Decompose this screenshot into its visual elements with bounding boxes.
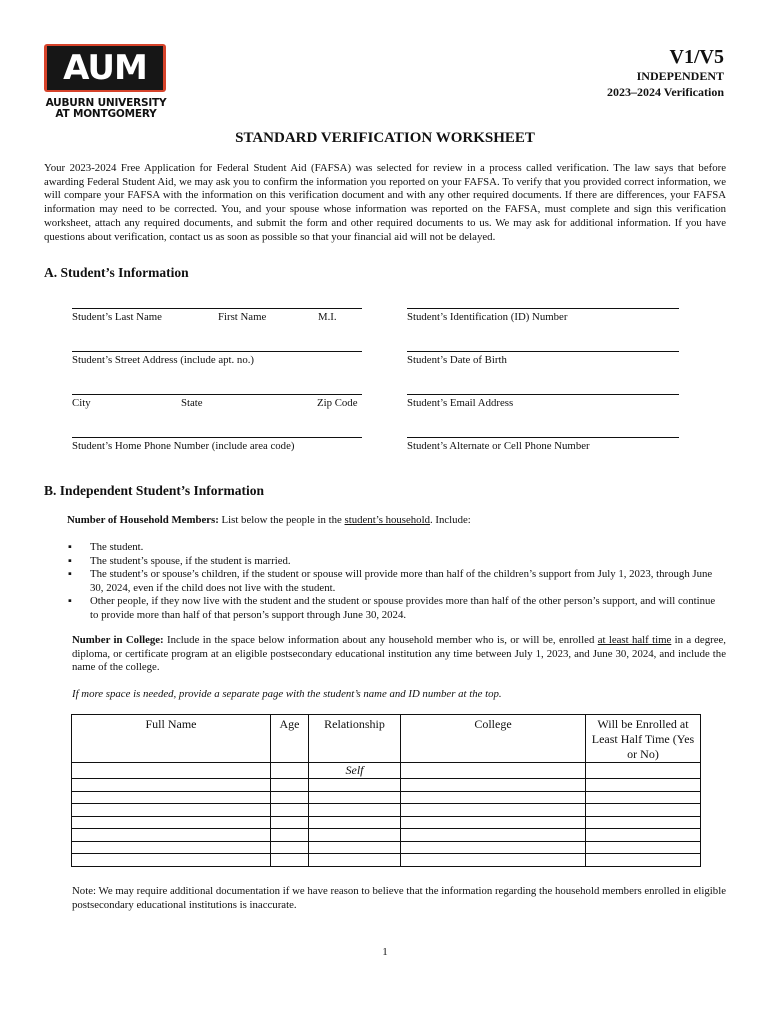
cell[interactable] bbox=[586, 854, 701, 867]
col-age: Age bbox=[271, 715, 309, 763]
cell[interactable] bbox=[72, 791, 271, 804]
cell[interactable] bbox=[271, 779, 309, 792]
self-cell: Self bbox=[309, 763, 401, 779]
dependency-status: INDEPENDENT bbox=[636, 69, 724, 83]
cell[interactable] bbox=[309, 841, 401, 854]
cell[interactable] bbox=[309, 829, 401, 842]
cell[interactable] bbox=[401, 841, 586, 854]
documentation-note: Note: We may require additional documentation if we have reason to believe that the information regarding the household members enrolled in eligible postsecondary educational institutions is inaccurate. bbox=[72, 885, 726, 911]
table-header-row bbox=[72, 715, 701, 763]
cell[interactable] bbox=[586, 791, 701, 804]
table-row bbox=[72, 841, 701, 854]
list-item: ▪ The student’s spouse, if the student is married. bbox=[68, 554, 291, 567]
col-relationship: Relationship bbox=[309, 715, 401, 763]
cell[interactable] bbox=[401, 829, 586, 842]
intro-paragraph: Your 2023-2024 Free Application for Federal Student Aid (FAFSA) was selected for review in a process called verification. The law says that before awarding Federal Student Aid, we may ask you to confirm the information you reported on your FAFSA. To verify that you provided correct information, we will compare your FAFSA with the information on this verification document and with any other required documents. If there are differences, your FAFSA information may need to be corrected. You, and your spouse whose information was reported on the FAFSA, must complete and sign this verification worksheet, attach any required documents, and submit the form and other required documents to us. We may ask for additional information. If you have questions about verification, contact us as soon as possible so that your financial aid will not be delayed. bbox=[44, 162, 726, 243]
cell[interactable] bbox=[271, 791, 309, 804]
email-label: Student’s Email Address bbox=[407, 397, 514, 409]
cell[interactable] bbox=[271, 804, 309, 817]
number-in-college-paragraph: Number in College: Include in the space below information about any household member who is, or will be, enrolled at least half time in a degree, diploma, or certificate program at an eligible postsecondary educational institution any time between July 1, 2023, and June 30, 2024, and include the name of the college. bbox=[72, 634, 726, 674]
home-phone-field[interactable] bbox=[72, 437, 362, 438]
student-name-field[interactable] bbox=[72, 308, 362, 309]
table-row bbox=[72, 804, 701, 817]
col-full-name: Full Name bbox=[72, 715, 271, 763]
list-item: ▪ Other people, if they now live with the student and the student or spouse provides more than half of the other person’s support, and will continue to provide more than half of that person’s support through June 30, 2024. bbox=[68, 595, 716, 621]
cell[interactable] bbox=[72, 854, 271, 867]
dob-label: Student’s Date of Birth bbox=[407, 354, 507, 366]
col-half-time: Will be Enrolled at Least Half Time (Yes or No) bbox=[586, 715, 701, 763]
page-number: 1 bbox=[382, 946, 388, 958]
street-address-label: Student’s Street Address (include apt. no.) bbox=[72, 354, 255, 366]
cell[interactable] bbox=[309, 804, 401, 817]
cell[interactable] bbox=[401, 854, 586, 867]
cell[interactable] bbox=[271, 829, 309, 842]
cell[interactable] bbox=[586, 816, 701, 829]
cell[interactable] bbox=[309, 791, 401, 804]
section-b-heading: B. Independent Student’s Information bbox=[44, 483, 265, 498]
zip-label: Zip Code bbox=[317, 397, 358, 409]
state-label: State bbox=[181, 397, 203, 409]
list-item: ▪ The student. bbox=[68, 541, 144, 553]
cell[interactable] bbox=[586, 779, 701, 792]
table-row bbox=[72, 829, 701, 842]
cell[interactable] bbox=[271, 841, 309, 854]
cell[interactable] bbox=[72, 763, 271, 779]
household-members-table bbox=[71, 714, 701, 867]
dob-field[interactable] bbox=[407, 351, 679, 352]
cell[interactable] bbox=[72, 804, 271, 817]
street-address-field[interactable] bbox=[72, 351, 362, 352]
verification-year: 2023–2024 Verification bbox=[607, 85, 724, 99]
page-title: STANDARD VERIFICATION WORKSHEET bbox=[235, 130, 535, 146]
cell[interactable] bbox=[271, 763, 309, 779]
city-label: City bbox=[72, 397, 91, 409]
table-row bbox=[72, 779, 701, 792]
table-row bbox=[72, 791, 701, 804]
cell[interactable] bbox=[271, 816, 309, 829]
email-field[interactable] bbox=[407, 394, 679, 395]
cell[interactable] bbox=[401, 763, 586, 779]
city-state-zip-field[interactable] bbox=[72, 394, 362, 395]
first-name-label: First Name bbox=[218, 311, 267, 323]
table-row bbox=[72, 763, 701, 779]
cell[interactable] bbox=[309, 816, 401, 829]
household-bullet-list bbox=[68, 541, 726, 622]
university-name: AUBURN UNIVERSITY AT MONTGOMERY bbox=[45, 97, 167, 120]
list-item: ▪ The student’s or spouse’s children, if the student or spouse will provide more than half of the children’s support from July 1, 2023, through June 30, 2024, even if the child does not live with the student. bbox=[68, 568, 713, 594]
cell[interactable] bbox=[309, 779, 401, 792]
table-row bbox=[72, 854, 701, 867]
students-household-term: student’s household bbox=[344, 514, 430, 526]
mi-label: M.I. bbox=[318, 311, 337, 323]
id-number-label: Student’s Identification (ID) Number bbox=[407, 311, 568, 323]
cell[interactable] bbox=[401, 816, 586, 829]
aum-logo bbox=[44, 44, 168, 120]
student-id-field[interactable] bbox=[407, 308, 679, 309]
section-a-heading: A. Student’s Information bbox=[44, 265, 189, 280]
home-phone-label: Student’s Home Phone Number (include area code) bbox=[72, 440, 295, 452]
cell[interactable] bbox=[72, 829, 271, 842]
alt-phone-field[interactable] bbox=[407, 437, 679, 438]
logo-mark bbox=[44, 44, 168, 94]
table-row bbox=[72, 816, 701, 829]
logo-text: AUM bbox=[47, 46, 163, 90]
extra-space-note: If more space is needed, provide a separate page with the student’s name and ID number at the top. bbox=[72, 688, 502, 700]
cell[interactable] bbox=[586, 829, 701, 842]
cell[interactable] bbox=[586, 804, 701, 817]
cell[interactable] bbox=[309, 854, 401, 867]
col-college: College bbox=[401, 715, 586, 763]
cell[interactable] bbox=[271, 854, 309, 867]
household-members-intro: Number of Household Members: List below the people in the student’s household. Include: bbox=[67, 514, 471, 526]
cell[interactable] bbox=[72, 816, 271, 829]
cell[interactable] bbox=[72, 841, 271, 854]
cell[interactable] bbox=[401, 804, 586, 817]
form-code: V1/V5 bbox=[669, 46, 724, 68]
cell[interactable] bbox=[401, 791, 586, 804]
cell[interactable] bbox=[586, 763, 701, 779]
form-header-info bbox=[607, 46, 724, 100]
cell[interactable] bbox=[401, 779, 586, 792]
alt-phone-label: Student’s Alternate or Cell Phone Number bbox=[407, 440, 590, 452]
last-name-label: Student’s Last Name bbox=[72, 311, 162, 323]
cell[interactable] bbox=[72, 779, 271, 792]
cell[interactable] bbox=[586, 841, 701, 854]
